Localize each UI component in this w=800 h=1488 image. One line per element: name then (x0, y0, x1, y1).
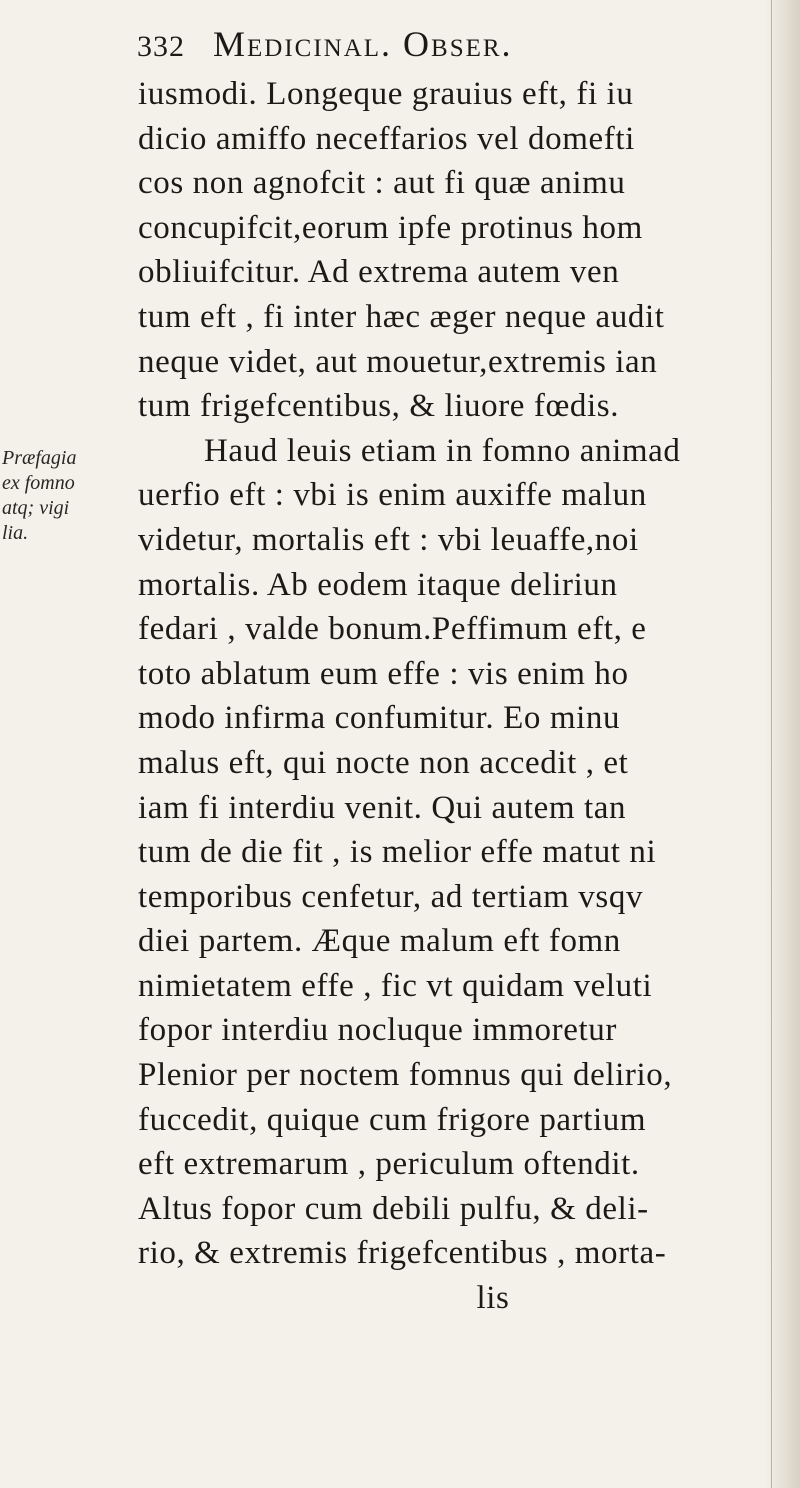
text-line: modo infirma confumitur. Eo minu (138, 700, 621, 737)
text-line: videtur, mortalis eft : vbi leuaffe,noi (138, 521, 639, 558)
margin-note-line: Præfagia (2, 447, 77, 469)
text-line: fopor interdiu nocluque immoretur (138, 1012, 617, 1049)
text-line: malus eft, qui nocte non accedit , et (138, 744, 629, 781)
text-line: obliuifcitur. Ad extrema autem ven (138, 254, 620, 291)
text-line: fedari , valde bonum.Peffimum eft, e (138, 611, 647, 648)
text-line: Plenior per noctem fomnus qui delirio, (138, 1057, 673, 1094)
page-header (137, 18, 757, 70)
margin-note-line: ex fomno (2, 472, 75, 494)
text-line: nimietatem effe , fic vt quidam veluti (138, 967, 653, 1004)
running-title: Medicinal. Obser. (213, 24, 513, 64)
text-line: concupifcit,eorum ipfe protinus hom (138, 209, 643, 246)
text-line: uerfio eft : vbi is enim auxiffe malun (138, 477, 647, 514)
text-line: eft extremarum , periculum oftendit. (138, 1146, 640, 1183)
margin-note-line: atq; vigi (2, 497, 70, 519)
main-text (138, 72, 778, 1321)
text-line: rio, & extremis frigefcentibus , morta- (138, 1235, 667, 1272)
text-line: toto ablatum eum effe : vis enim ho (138, 655, 629, 692)
text-line: fuccedit, quique cum frigore partium (138, 1101, 647, 1138)
text-line: Haud leuis etiam in fomno animad (204, 432, 681, 469)
text-line: lis (476, 1280, 510, 1317)
text-line: diei partem. Æque malum eft fomn (138, 923, 621, 960)
page-number: 332 (137, 30, 185, 63)
text-line: neque videt, aut mouetur,extremis ian (138, 343, 658, 380)
text-line: iusmodi. Longeque grauius eft, fi iu (138, 76, 634, 112)
text-line: mortalis. Ab eodem itaque deliriun (138, 566, 618, 603)
text-line: tum frigefcentibus, & liuore fœdis. (138, 388, 620, 425)
text-line: tum eft , fi inter hæc æger neque audit (138, 298, 665, 335)
text-line: cos non agnofcit : aut fi quæ animu (138, 165, 626, 202)
text-line: tum de die fit , is melior effe matut ni (138, 834, 657, 871)
text-line: iam fi interdiu venit. Qui autem tan (138, 789, 627, 826)
margin-note (2, 446, 106, 546)
margin-note-line: lia. (2, 522, 29, 544)
text-line: temporibus cenfetur, ad tertiam vsqv (138, 878, 644, 915)
text-line: Altus fopor cum debili pulfu, & deli- (138, 1190, 649, 1227)
text-line: dicio amiffo neceffarios vel domefti (138, 120, 635, 157)
